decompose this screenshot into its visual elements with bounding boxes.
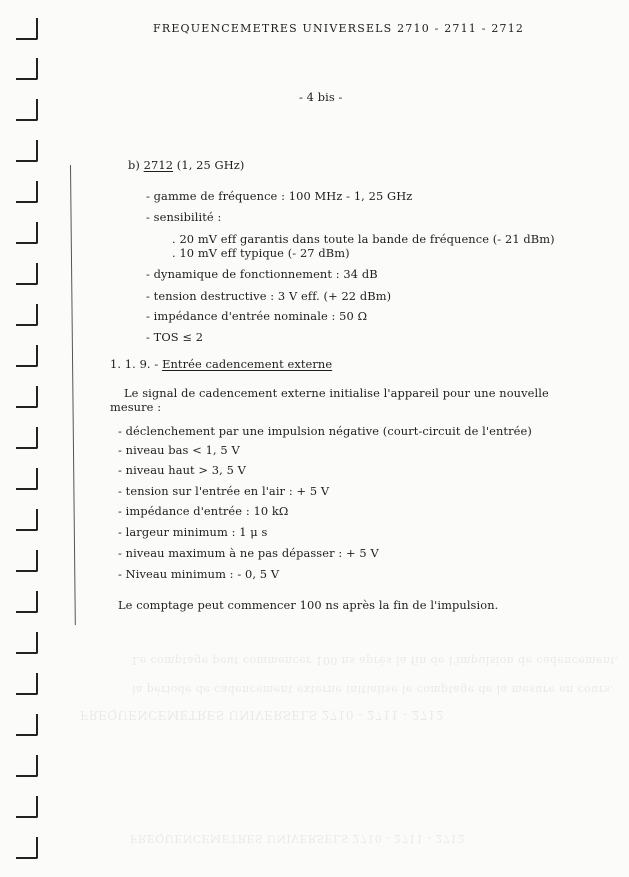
binder-hole (16, 263, 38, 285)
section-119-intro: Le signal de cadencement externe initialise l'appareil pour une nouvelle (124, 386, 549, 400)
spec-min-width: - largeur minimum : 1 μ s (118, 525, 268, 539)
binder-hole (16, 427, 38, 449)
binder-hole (16, 796, 38, 818)
page-number: - 4 bis - (299, 90, 343, 104)
spec-open-voltage: - tension sur l'entrée en l'air : + 5 V (118, 484, 330, 498)
binder-hole (16, 714, 38, 736)
binder-holes (16, 0, 42, 877)
document-header-title: FREQUENCEMETRES UNIVERSELS 2710 - 2711 - 2712 (153, 22, 525, 35)
spec-max-level: - niveau maximum à ne pas dépasser : + 5 V (118, 546, 379, 560)
binder-hole (16, 550, 38, 572)
section-b-prefix: b) (128, 158, 140, 172)
section-b-heading (128, 158, 244, 172)
section-119-heading (110, 357, 332, 371)
binder-hole (16, 140, 38, 162)
spec-high-level: - niveau haut > 3, 5 V (118, 463, 246, 477)
binder-hole (16, 345, 38, 367)
binder-hole (16, 99, 38, 121)
section-b-model: 2712 (143, 158, 174, 172)
bleed-through-text: la période de cadencement externe initialise le comptage de la mesure en cours. (132, 683, 615, 696)
section-119-conclusion: Le comptage peut commencer 100 ns après la fin de l'impulsion. (118, 598, 499, 612)
spec-min-level: - Niveau minimum : - 0, 5 V (118, 567, 280, 581)
bleed-through-text: Le comptage peut commencer 100 ns après la fin de l'impulsion de cadencement. (132, 654, 620, 667)
spec-sensitivity: - sensibilité : (146, 210, 222, 224)
binder-hole (16, 222, 38, 244)
binder-hole (16, 58, 38, 80)
section-119-number: 1. 1. 9. - (110, 357, 159, 371)
binder-hole (16, 304, 38, 326)
binder-hole (16, 673, 38, 695)
section-b-range: (1, 25 GHz) (176, 158, 245, 172)
bleed-through-text: FREQUENCEMETRES UNIVERSELS 2710 - 2711 - 2712 (130, 832, 466, 845)
spec-input-impedance: - impédance d'entrée nominale : 50 Ω (146, 309, 368, 323)
spec-low-level: - niveau bas < 1, 5 V (118, 443, 240, 457)
margin-pencil-line (70, 165, 76, 625)
spec-sensitivity-guaranteed: . 20 mV eff garantis dans toute la bande de fréquence (- 21 dBm) (172, 232, 555, 246)
section-119-intro-cont: mesure : (110, 400, 162, 414)
spec-dynamic-range: - dynamique de fonctionnement : 34 dB (146, 267, 378, 281)
binder-hole (16, 632, 38, 654)
binder-hole (16, 181, 38, 203)
binder-hole (16, 837, 38, 859)
binder-hole (16, 18, 38, 40)
spec-destructive-voltage: - tension destructive : 3 V eff. (+ 22 dBm) (146, 289, 392, 303)
spec-sensitivity-typical: . 10 mV eff typique (- 27 dBm) (172, 246, 350, 260)
binder-hole (16, 509, 38, 531)
section-119-title: Entrée cadencement externe (162, 357, 333, 371)
binder-hole (16, 386, 38, 408)
spec-input-impedance-ext: - impédance d'entrée : 10 kΩ (118, 504, 289, 518)
spec-frequency-range: - gamme de fréquence : 100 MHz - 1, 25 GHz (146, 189, 413, 203)
binder-hole (16, 755, 38, 777)
spec-trigger: - déclenchement par une impulsion négative (court-circuit de l'entrée) (118, 424, 532, 438)
binder-hole (16, 468, 38, 490)
spec-vswr: - TOS ≤ 2 (146, 330, 204, 344)
bleed-through-text: FREQUENCEMETRES UNIVERSELS 2710 - 2711 - 2712 (80, 708, 444, 722)
binder-hole (16, 591, 38, 613)
